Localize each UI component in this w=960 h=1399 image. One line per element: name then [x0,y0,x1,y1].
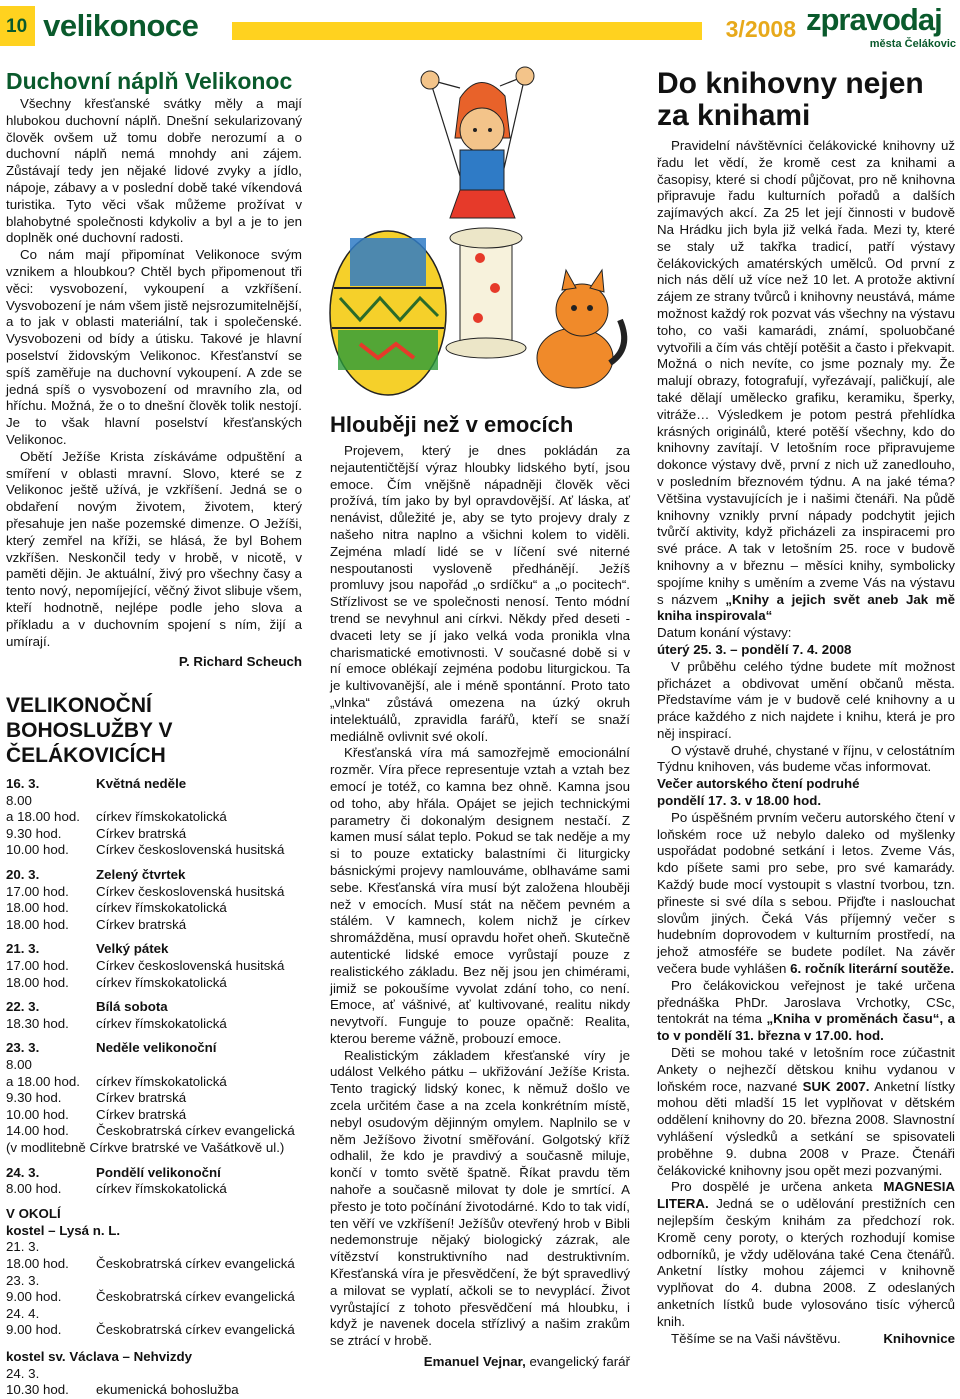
paragraph: Obětí Ježíše Krista získáváme odpuštění a smíření v oblasti mravní. Slovo, které se z Velikonoc ještě užívá, je vzkříšení. Jedná se o obdaření novým životem, životem, který přesahuje jen naše pozemské dimenze. O Ježíši, který zemřel na kříži, se hlásá, že byl Bohem vzkříšen. Neskončil tedy v hrobě, v nicotě, v paměti dějin. Je aktuální, živý pro všechny časy a tento nový, nepomíjející, věčný život slibuje všem, kteří hodnotně, nejlépe podle jeho slova a příkladu a v duchovním spojení s ním, žijí a umírají. [6,448,302,649]
schedule-day [6,1165,302,1198]
schedule-row [6,1289,302,1306]
schedule-time: 10.00 hod. [6,1106,69,1122]
schedule-desc: Českobratrská církev evangelická [96,1322,295,1338]
schedule-desc: církev římskokatolická [96,1181,227,1197]
schedule-desc: Zelený čtvrtek [96,867,186,883]
schedule-day [6,941,302,991]
paragraph: V průběhu celého týdne budete mít možnost přicházet a obdivovat umění občanů města. Představíme vám je v budově celé knihovny a u práce každého z nich najdete i knihu, která je pro něj inspirací. [657,658,955,741]
schedule-desc: Českobratrská církev evangelická [96,1255,295,1271]
issue-number: 3/2008 [725,16,796,42]
schedule-time: 17.00 hod. [6,883,69,899]
schedule-time: 9.30 hod. [6,825,62,841]
schedule-row [6,1074,302,1091]
article-title-knihovna: Do knihovny nejen za knihami [657,67,924,132]
schedule-row [6,1273,302,1290]
okoli-list-lysa [6,1239,302,1339]
schedule-row [6,975,302,992]
puppet [450,82,515,218]
schedule-time: 9.00 hod. [6,1289,62,1305]
schedule-row [6,793,302,810]
schedule-row [6,809,302,826]
okoli-place-nehvizdy: kostel sv. Václava – Nehvizdy [6,1348,193,1364]
schedule-time: 18.00 hod. [6,916,69,932]
decorated-egg [330,231,446,395]
signature-knihovnice: Knihovnice [883,1330,955,1346]
schedule-row [6,1123,302,1140]
schedule-row [6,958,302,975]
schedule-time: (v modlitebně Církve bratrské ve Vašátkově ul.) [6,1139,285,1155]
schedule-time: 18.30 hod. [6,1015,69,1031]
schedule-row [6,1090,302,1107]
schedule-row [6,1256,302,1273]
schedule-time: 9.00 hod. [6,1322,62,1338]
schedule-row [6,867,302,884]
schedule-row [6,884,302,901]
section-title: velikonoce [43,8,199,43]
schedule-time: 21. 3. [6,1239,40,1255]
schedule-desc: Pondělí velikonoční [96,1164,221,1180]
paragraph: Křesťanská víra má samozřejmě emocionální rozměr. Víra přece representuje vztah a vztah bez emocí je totéž, co kamna bez ohně. Kamna jsou od toho, aby hřála. Opájet se jejich technickými parametry či dokonalým designem nestačí. Z kamen musí sálat teplo. Pokud se tak neděje a my si to pouze extaticky balastními či liturgicky básnickými projevy namlouváme, oblhaváme sami sebe. Křesťanská víra musí být založena hlouběji než v emocích. Musí stát na něčem pevném a stálém. V kamnech, kolem nichž je církev shromážděna, musí opravdu hořet oheň. Skutečně autentické lidské emoce vyrůstají pouze z realistického základu. Bez něj jsou jen chimérami, jimiž se pokoušíme vyvolat zdání toho, co není. Emoce, ať vášnivé, ať kultivované, realitu nikdy nevytvoří. Funguje to pouze opačně: Realita, kterou bereme vážně, probouzí emoce. [330,745,630,1046]
signature-vejnar [330,1354,630,1371]
opening-date: úterý 25. 3. – pondělí 7. 4. 2008 [657,641,852,657]
schedule-desc [96,793,302,810]
schedule-desc: Církev československá husitská [96,958,285,974]
evening-date: pondělí 17. 3. v 18.00 hod. [657,793,822,809]
schedule-time: 10.30 hod. [6,1382,69,1398]
schedule-desc [96,1306,302,1323]
schedule-desc: Velký pátek [96,941,169,957]
column-right [657,68,955,1347]
cat [537,270,624,388]
schedule-time: 10.00 hod. [6,842,69,858]
schedule-time: 18.00 hod. [6,900,69,916]
schedule-row [6,999,302,1016]
paragraph: O výstavě druhé, chystané v říjnu, v celostátním Týdnu knihoven, vás budeme včas informovat. [657,742,955,775]
signature-name: Emanuel Vejnar, [423,1354,526,1370]
schedule-row [6,1165,302,1182]
schedule-desc: církev římskokatolická [96,1015,227,1031]
schedule-desc: církev římskokatolická [96,809,227,825]
schedule-row [6,1382,302,1399]
schedule-desc: Církev bratrská [96,916,187,932]
schedule-time: 23. 3. [6,1040,40,1056]
schedule-time: 16. 3. [6,776,40,792]
schedule-time: 24. 3. [6,1164,40,1180]
page-header [0,0,960,55]
schedule-row [6,1239,302,1256]
paragraph: Pro dospělé je určena anketa MAGNESIA LITERA. Jedná se o udělování prestižních cen nejlepším českým knihám za předchozí rok. Kromě ceny poroty, o kterých rozhodují komise odborníků, je vždy udělována také Cena čtenářů. Anketní lístky mohou zájemci v knihovně vyplňovat do 4. dubna 2008. Z odeslaných anketních lístků bude vylosováno tisíc výherců knih. [657,1179,955,1329]
left-hand [421,71,439,89]
pedestal [446,228,526,358]
schedule-row [6,826,302,843]
column-middle [330,412,630,1371]
article-title-emoce: Hlouběji než v emocích [330,412,574,437]
schedule-time: 18.00 hod. [6,1255,69,1271]
schedule-time: 23. 3. [6,1272,40,1288]
schedule-row [6,1016,302,1033]
schedule-desc [96,1366,302,1383]
schedule-row [6,1040,302,1057]
schedule-row [6,1057,302,1074]
paragraph: Děti se mohou také v letošním roce zúčastnit Ankety o nejhezčí dětskou knihu vydanou v loňském roce, nazvané SUK 2007. Anketní lístky mohou děti mladší 15 let vyplňovat v dětském oddělení knihovny do 20. března 2008. Slavnostní vyhlášení výsledků a setkání se spisovateli proběhne 9. dubna 2008 v Praze. Čtenáři čelákovické knihovny jsou opět mezi pozvanými. [657,1045,955,1178]
schedule-row [6,1366,302,1383]
schedule-time: 24. 3. [6,1365,40,1381]
page-number: 10 [0,6,35,46]
schedule-desc: Církev bratrská [96,1106,187,1122]
schedule-time: 22. 3. [6,999,40,1015]
logo-main: zpravodaj [806,2,942,37]
schedule-desc: Bílá sobota [96,999,168,1015]
schedule-desc: církev římskokatolická [96,900,227,916]
okoli-list-nehvizdy [6,1366,302,1399]
signature-scheuch: P. Richard Scheuch [178,654,302,670]
schedule-day [6,776,302,859]
schedule-desc [284,1140,302,1157]
schedule-time: 17.00 hod. [6,958,69,974]
schedule-time: a 18.00 hod. [6,1073,80,1089]
schedule-time: a 18.00 hod. [6,809,80,825]
schedule-row [6,1322,302,1339]
schedule-desc: církev římskokatolická [96,974,227,990]
schedule-time: 24. 4. [6,1305,40,1321]
schedule-time: 8.00 [6,1057,32,1072]
schedule-desc: Církev bratrská [96,825,187,841]
schedule-day [6,999,302,1032]
paragraph: Po úspěšném prvním večeru autorského čtení v loňském roce už nebylo daleko od myšlenky uspořádat podobné setkání i letos. Zveme Vás, kdo píšete sami pro sebe, pro své kamarády. Každý bude mocí vystoupit s vlastní tvorbou, tzn. přineste si své díla s sebou. Přijďte i naslouchat slovům jiných. Čeká Vás příjemný večer s hudebním doprovodem v kulturním prostředí, na jehož atmosféře se budete podílet. Na závěr večera bude vyhlášen 6. ročník literární soutěže. [657,809,955,977]
paragraph: Pro čelákovickou veřejnost je také určena přednáška PhDr. Jaroslava Vrchotky, CSc, tentokrát na téma „Kniha v proměnách času“, a to v pondělí 31. března v 17.00. hod. [657,977,955,1044]
paragraph: Všechny křesťanské svátky měly a mají hlubokou duchovní náplň. Dnešní sekularizovaný člověk ovšem už tomu dobře nerozumí a o duchovní náplň nemá mnohdy ani zájem. Zůstávají tedy jen nějaké lidové zvyky a jídlo, nápoje, zábavy a v poslední době také víkendová turistika. Tyto věci však můžeme prožívat v blahobytné společnosti kdykoliv a byl a je to jen doplněk oné duchovní radosti. [6,96,302,246]
zpravodaj-logo [806,2,956,54]
schedule-desc: Neděle velikonoční [96,1040,217,1056]
schedule-desc: církev římskokatolická [96,1073,227,1089]
schedule-row [6,1140,302,1157]
schedule-time: 8.00 hod. [6,1181,62,1197]
schedule-row [6,842,302,859]
column-left [6,68,302,1399]
evening-title: Večer autorského čtení podruhé [657,776,860,792]
schedule-desc: Církev československá husitská [96,883,285,899]
schedule-desc: Českobratrská církev evangelická [96,1289,295,1305]
paragraph: Pravidelní návštěvníci čelákovické knihovny už řadu let vědí, že kromě cest za knihami a časopisy, které si chodí půjčovat, pro ně knihovna připravuje řadu kulturních pořadů a dalších zajímavých akcí. Za 25 let její činnosti v budově Na Hrádku jich byla již velká řada. Mezi ty, které se staly už takřka tradicí, patří výstavy čelákovických amatérských umělců. Od první z nich nás dělí už více než 10 let. A protože aktivní zájem ze strany tvůrců i knihovny neustává, máme možnost každý rok pozvat vás všechny na výstavu toho, co vaši kamarádi, známí, spoluobčané vytvořili a čím vás chtějí potěšit a často i překvapit. Možná o nich nevíte, co jsme poznaly my. Že malují obrazy, fotografují, vyřezávají, paličkují, ale také dělají umělecko grafiku, keramiku, šperky, vitráže… Výsledkem je potom pestrá přehlídka krásných originálů, které potěší všechny, kdo do knihovny zavítají. V letošním roce připravujeme dokonce výstavy dvě, první z nich už zanedlouho, v posledním březnovém týdnu. A na jaké téma? Většina vystavujících je i našimi čtenáři. Na půdě knihovny vznikly první nápady podchytit jejich tvůrčí aktivity, když přicházeli za inspiracemi pro své práce. A tak v letošním 25. roce v budově knihovny a v březnu – měsíci knihy, symbolicky spojíme knihy s uměním a zveme Vás na výstavu s názvem „Knihy a jejich svět aneb Jak mě kniha inspirovala“ [657,138,955,624]
schedule-desc: Církev bratrská [96,1090,187,1106]
signature-role: evangelický farář [525,1354,630,1370]
schedule-time: 21. 3. [6,941,40,957]
schedule-row [6,941,302,958]
schedule-time: 20. 3. [6,867,40,883]
schedule-list [6,776,302,1198]
schedule-time: 8.00 [6,792,32,808]
schedule-desc [96,1057,302,1074]
paragraph: Projevem, který je dnes pokládán za nejautentičtější výraz hloubky lidského bytí, jsou emoce. Čím vnějšně nápadněji člověk věci prožívá, tím jako by byl opravdovější. Ať láska, ať nenávist, důležité je, aby se tyto projevy draly z našeho nitra naplno a všichni kolem to viděli. Zejména mladí lidé se v líčení své niterné nespoutanosti vysloveně předhánějí. Ježíš promluvy jsou napořád „o srdíčku“ a „o pocitech“. Střízlivost se ve společnosti nenosí. Tento módní trend se nevyhnul ani církvi. Někdy před deseti - dvaceti lety se jí jako velká voda pronikla vlna charismatické emotivnosti. V současné době si v ní emoce oblékají zejména podobu liturgickou. Ta je kultivovanější, ale i méně spontánní. Proto tato „vlnka“ zůstává omezena na úzký okruh intelektuálů, zpravidla farářů, kteří se snaží mediálně ovlivnit své okolí. [330,443,630,744]
closing-text: Těšíme se na Vaši návštěvu. [671,1330,841,1346]
schedule-title: VELIKONOČNÍ BOHOSLUŽBY V ČELÁKOVICÍCH [6,694,173,768]
schedule-desc: Českobratrská církev evangelická [96,1123,295,1139]
logo-sub: města Čelákovic [869,38,956,50]
schedule-row [6,917,302,934]
header-bar [232,22,702,40]
schedule-day [6,1040,302,1156]
schedule-time: 9.30 hod. [6,1090,62,1106]
paragraph: Co nám mají připomínat Velikonoce svým vznikem a hloubkou? Chtěl bych připomenout tři věci: vysvobození, vykoupení a vzkříšení. Vysvobození je nám všem jistě nejsrozumitelnější, a to jak v oblasti materiální, tak i společenské. Vysvobozeni od bídy a útisku. Takové je hlavní poselství židovským Velikonoc. Křesťanství se spíš zaměřuje na duchovní vykoupení. A zde se jedná spíš o vysvobození od mravního zla, od hříchu. Možná, že o to dnešní člověk tolik nestojí. Je to však hlavní poselství křesťanských Velikonoc. [6,247,302,447]
okoli-place-lysa: kostel – Lysá n. L. [6,1222,121,1238]
closing-line [657,1331,955,1348]
okoli-title: V OKOLÍ [6,1205,61,1221]
schedule-row [6,1107,302,1124]
schedule-time: 14.00 hod. [6,1123,69,1139]
schedule-desc: Květná neděle [96,776,187,792]
schedule-row [6,900,302,917]
schedule-row [6,776,302,793]
schedule-desc: ekumenická bohoslužba [96,1382,239,1398]
article-title-duchovni: Duchovní náplň Velikonoc [6,68,293,94]
opening-label: Datum konání výstavy: [657,625,792,641]
easter-illustration [320,58,650,403]
schedule-desc: Církev československá husitská [96,842,285,858]
schedule-desc [96,1239,302,1256]
schedule-desc [96,1273,302,1290]
header-left [0,6,198,46]
schedule-row [6,1181,302,1198]
header-right [726,2,956,54]
right-hand [516,67,534,85]
paragraph: Realistickým základem křesťanské víry je událost Velkého pátku – ukřižování Ježíše Krista. Tento tragický lidský konec, k němuž došlo ve zcela určitém čase a na zcela konkrétním místě, nebyl osudovým dějinným omylem. Naplnilo se v něm Ježíšovo životní směřování. Golgotský kříž odhalil, že kdo je pravdivý a současně miluje, končí v tomto světě špatně. Říkat pravdu těm nahoře a současně milovat ty dole je smrtící. A přesto je toto počínání životodárné. Kdo to tak vidí, ten věří ve vzkříšení! Ježíšův otevřený hrob v Bibli nedemonstruje nějaký biologický zázrak, ale vítězství konstruktivního nad destruktivním. Křesťanská víra je přesvědčení, že být spravedlivý a milovat se vyplatí, ačkoli se to nevyplácí. Život vyrůstající z tohoto přesvědčení má hloubku, i když je navenek docela střízlivý a našim zrakům se ztrácí v hrobě. [330,1047,630,1349]
schedule-day [6,867,302,933]
schedule-row [6,1306,302,1323]
schedule-time: 18.00 hod. [6,974,69,990]
